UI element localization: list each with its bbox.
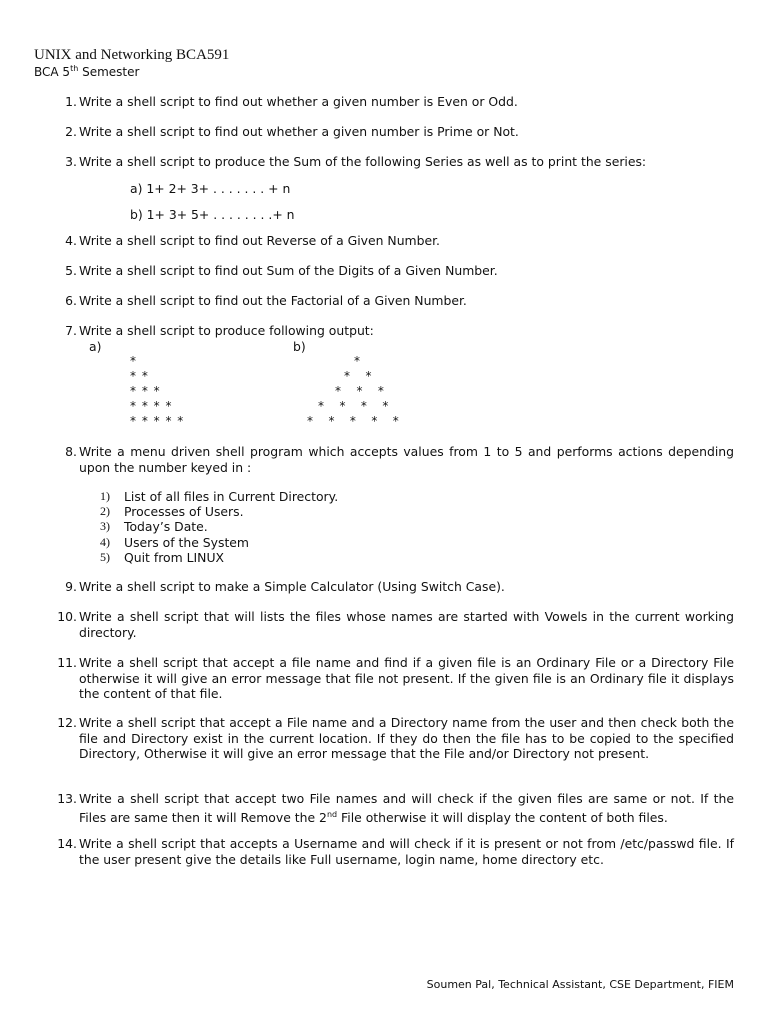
- subtitle-superscript: th: [70, 64, 79, 73]
- pattern-a-row-3: * * *: [130, 384, 161, 398]
- question-number: 8.: [65, 444, 77, 459]
- question-number: 9.: [65, 579, 77, 594]
- menu-item-number: 1): [100, 489, 110, 503]
- series-a: a) 1+ 2+ 3+ . . . . . . . + n: [130, 181, 291, 196]
- question-number: 13.: [57, 791, 77, 806]
- pattern-a-label: a): [89, 339, 102, 354]
- question-text: [79, 791, 734, 825]
- question-text-superscript: nd: [326, 809, 338, 819]
- pattern-b-row-2: * *: [344, 369, 373, 383]
- question-number: 6.: [65, 293, 77, 308]
- document-subtitle: [34, 64, 139, 79]
- question-number: 14.: [57, 836, 77, 851]
- menu-item-text: Users of the System: [124, 535, 249, 550]
- question-text: Write a shell script that will lists the files whose names are started with Vowels in the current working directory.: [79, 609, 734, 640]
- menu-item-text: Today’s Date.: [124, 519, 208, 534]
- question-text-end: File otherwise it will display the content of both files.: [337, 809, 668, 825]
- question-text: Write a shell script that accepts a Username and will check if it is present or not from /etc/passwd file. If the user present give the details like Full username, login name, home directory etc.: [79, 836, 734, 867]
- question-number: 7.: [65, 323, 77, 338]
- menu-item-text: Processes of Users.: [124, 504, 244, 519]
- question-text: Write a shell script to produce following output:: [79, 323, 374, 338]
- pattern-b-row-1: *: [354, 354, 361, 368]
- question-number: 11.: [57, 655, 77, 670]
- question-text: Write a shell script that accept a File name and a Directory name from the user and then check both the file and Directory exist in the current location. If they do then the file has to be copied to the specified Directory, Otherwise it will give an error message that the File and/or Directory not present.: [79, 715, 734, 761]
- question-number: 5.: [65, 263, 77, 278]
- question-text-start: Write a shell script that accept two File names and will check if the given files are same or not. If the Files are same then it will Remove the 2: [79, 791, 734, 825]
- question-number: 12.: [57, 715, 77, 730]
- pattern-a-row-5: * * * * *: [130, 414, 185, 428]
- menu-item-text: Quit from LINUX: [124, 550, 225, 565]
- menu-item-number: 5): [100, 550, 110, 564]
- question-text: Write a shell script to find out Sum of the Digits of a Given Number.: [79, 263, 498, 278]
- subtitle-text-end: Semester: [78, 65, 140, 79]
- pattern-b-row-3: * * *: [335, 384, 385, 398]
- question-text: Write a shell script to make a Simple Calculator (Using Switch Case).: [79, 579, 505, 594]
- question-number: 2.: [65, 124, 77, 139]
- menu-item-number: 4): [100, 535, 110, 549]
- question-number: 10.: [57, 609, 77, 624]
- series-b: b) 1+ 3+ 5+ . . . . . . . .+ n: [130, 207, 295, 222]
- question-number: 1.: [65, 94, 77, 109]
- question-number: 4.: [65, 233, 77, 248]
- menu-item-number: 2): [100, 504, 110, 518]
- question-text: Write a shell script that accept a file name and find if a given file is an Ordinary File or a Directory File otherwise it will give an error message that file not present. If the given file is an Ordinary file it displays the content of that file.: [79, 655, 734, 701]
- document-title: UNIX and Networking BCA591: [34, 47, 230, 63]
- question-number: 3.: [65, 154, 77, 169]
- question-text: Write a shell script to find out Reverse of a Given Number.: [79, 233, 440, 248]
- menu-item-number: 3): [100, 519, 110, 533]
- menu-item-text: List of all files in Current Directory.: [124, 489, 339, 504]
- question-text: Write a shell script to find out whether a given number is Prime or Not.: [79, 124, 519, 139]
- question-text: Write a shell script to find out whether a given number is Even or Odd.: [79, 94, 518, 109]
- footer-credit: Soumen Pal, Technical Assistant, CSE Department, FIEM: [426, 978, 734, 991]
- pattern-a-row-4: * * * *: [130, 399, 173, 413]
- pattern-a-row-1: *: [130, 354, 137, 368]
- question-text: Write a shell script to find out the Factorial of a Given Number.: [79, 293, 467, 308]
- pattern-b-label: b): [293, 339, 306, 354]
- subtitle-text: BCA 5: [34, 65, 71, 79]
- pattern-b-row-5: * * * * *: [307, 414, 400, 428]
- pattern-b-row-4: * * * *: [318, 399, 390, 413]
- pattern-a-row-2: * *: [130, 369, 149, 383]
- question-text: Write a shell script to produce the Sum of the following Series as well as to print the series:: [79, 154, 647, 169]
- question-text: Write a menu driven shell program which accepts values from 1 to 5 and performs actions depending upon the number keyed in :: [79, 444, 734, 475]
